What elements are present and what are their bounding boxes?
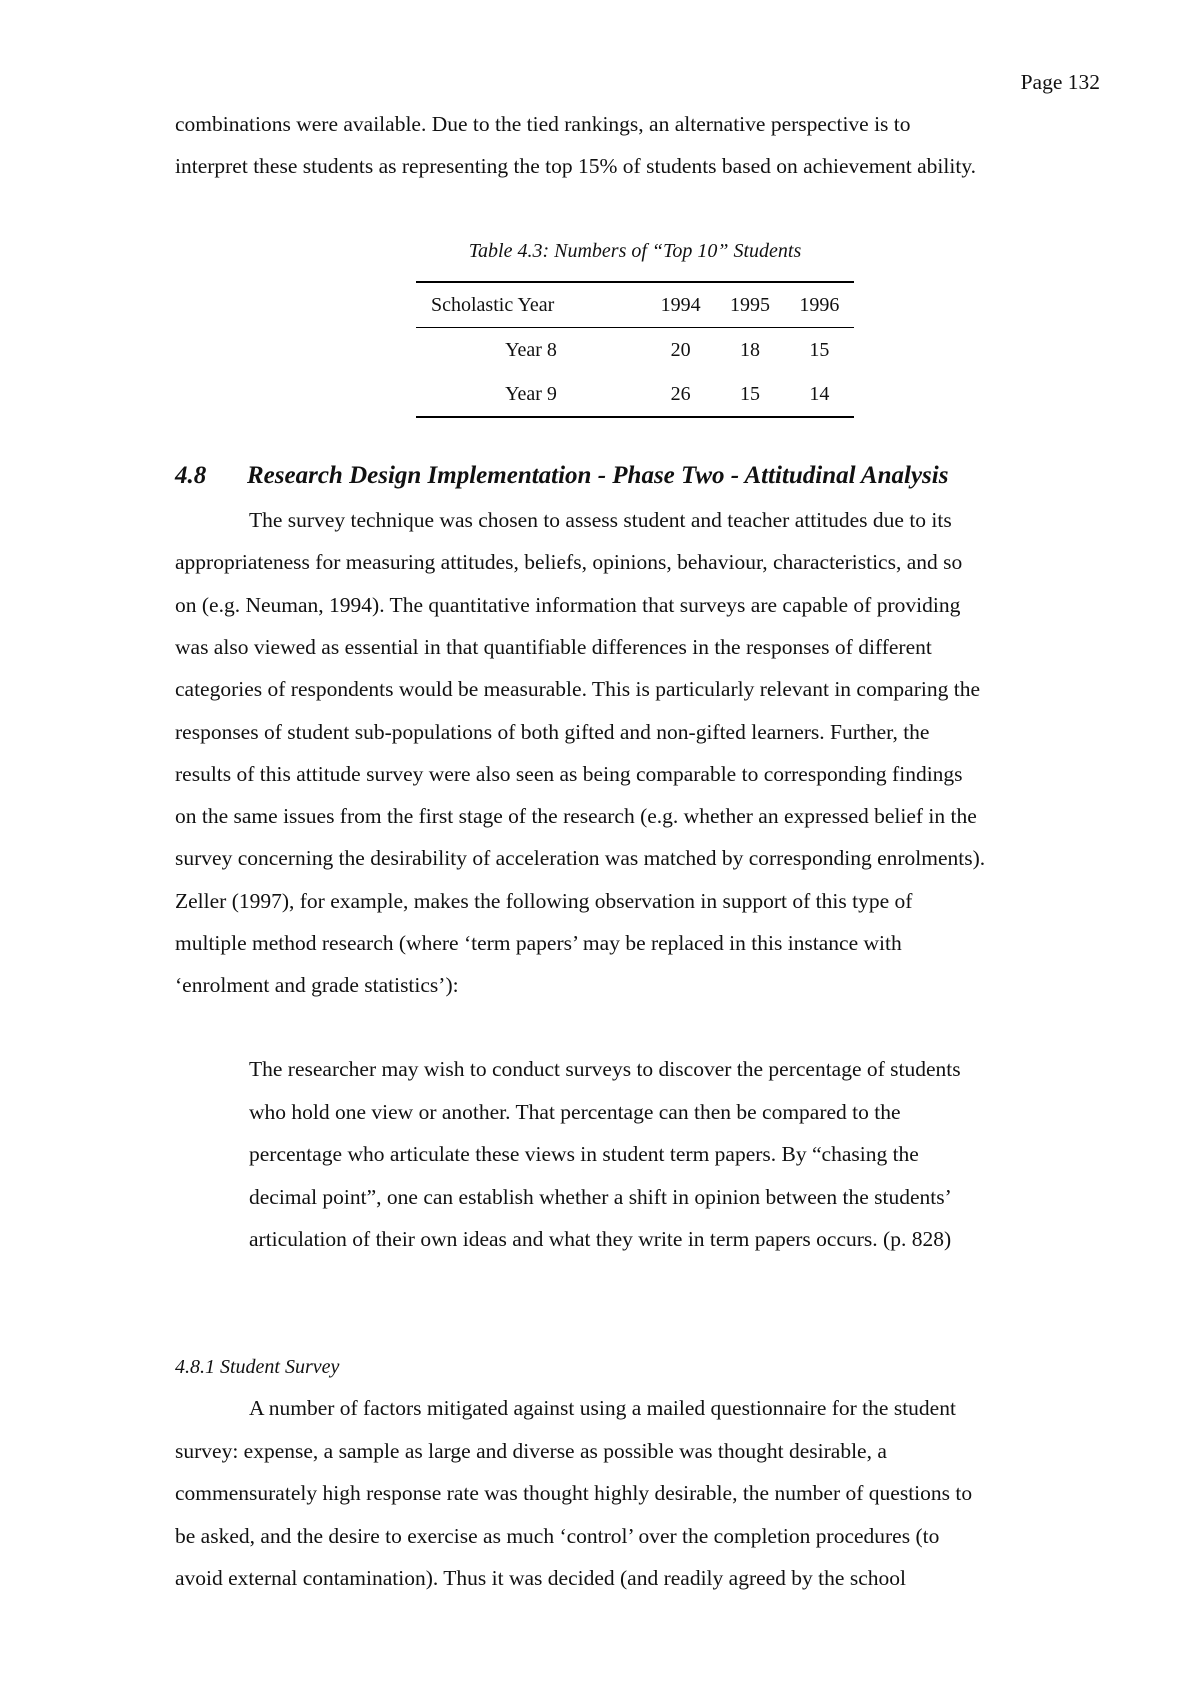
text-line: A number of factors mitigated against using a mailed questionnaire for the student (249, 1396, 956, 1420)
text-line: avoid external contamination). Thus it was decided (and readily agreed by the school (175, 1566, 906, 1590)
text-line: who hold one view or another. That percentage can then be compared to the (249, 1099, 901, 1124)
top10-table (416, 281, 854, 418)
text-line: The survey technique was chosen to assess student and teacher attitudes due to its (249, 508, 952, 532)
intro-line: interpret these students as representing the top 15% of students based on achievement ability. (175, 154, 977, 178)
cell: 20 (670, 338, 691, 361)
table-header-row (416, 282, 854, 328)
header-cell: Scholastic Year (416, 282, 646, 328)
text-line: responses of student sub-populations of both gifted and non-gifted learners. Further, the (175, 719, 930, 744)
text-line: commensurately high response rate was thought highly desirable, the number of questions to (175, 1481, 973, 1505)
text-line: results of this attitude survey were also seen as being comparable to corresponding findings (175, 761, 963, 786)
table-row (416, 372, 854, 417)
text-line: articulation of their own ideas and what they write in term papers occurs. (p. 828) (249, 1227, 952, 1251)
table-caption: Table 4.3: Numbers of “Top 10” Students (468, 240, 802, 262)
section-title: Research Design Implementation - Phase Two - Attitudinal Analysis (247, 462, 949, 489)
header-cell: 1995 (715, 282, 784, 328)
text-line: multiple method research (where ‘term papers’ may be replaced in this instance with (175, 931, 902, 955)
cell: 26 (670, 382, 691, 405)
section-number: 4.8 (175, 462, 207, 489)
text-line: on the same issues from the first stage of the research (e.g. whether an expressed belief in the (175, 804, 977, 829)
text-line: be asked, and the desire to exercise as much ‘control’ over the completion procedures (to (175, 1523, 940, 1548)
text-line: categories of respondents would be measurable. This is particularly relevant in comparing the (175, 677, 981, 702)
table-row (416, 328, 854, 373)
intro-line: combinations were available. Due to the tied rankings, an alternative perspective is to (175, 112, 911, 136)
page-number: Page 132 (1020, 70, 1100, 94)
text-line: survey: expense, a sample as large and diverse as possible was thought desirable, a (175, 1438, 887, 1463)
text-line: decimal point”, one can establish whether a shift in opinion between the students’ (249, 1184, 952, 1209)
text-line: was also viewed as essential in that quantifiable differences in the responses of different (175, 634, 932, 659)
header-cell: 1994 (646, 282, 715, 328)
section-heading (175, 462, 948, 490)
text-line: ‘enrolment and grade statistics’): (175, 973, 459, 998)
text-line: Zeller (1997), for example, makes the following observation in support of this type of (175, 888, 913, 913)
text-line: appropriateness for measuring attitudes, beliefs, opinions, behaviour, characteristics, and so (175, 550, 963, 575)
subsection-heading: 4.8.1 Student Survey (175, 1356, 340, 1378)
text-line: The researcher may wish to conduct surveys to discover the percentage of students (249, 1057, 961, 1081)
cell: Year 8 (505, 338, 557, 361)
header-cell: 1996 (785, 282, 854, 328)
cell: Year 9 (505, 382, 557, 405)
cell: 14 (809, 382, 830, 405)
cell: 15 (809, 338, 830, 361)
cell: 18 (739, 338, 760, 361)
cell: 15 (739, 382, 760, 405)
text-line: survey concerning the desirability of acceleration was matched by corresponding enrolments). (175, 846, 986, 871)
text-line: on (e.g. Neuman, 1994). The quantitative information that surveys are capable of providing (175, 592, 961, 617)
text-line: percentage who articulate these views in student term papers. By “chasing the (249, 1142, 919, 1166)
